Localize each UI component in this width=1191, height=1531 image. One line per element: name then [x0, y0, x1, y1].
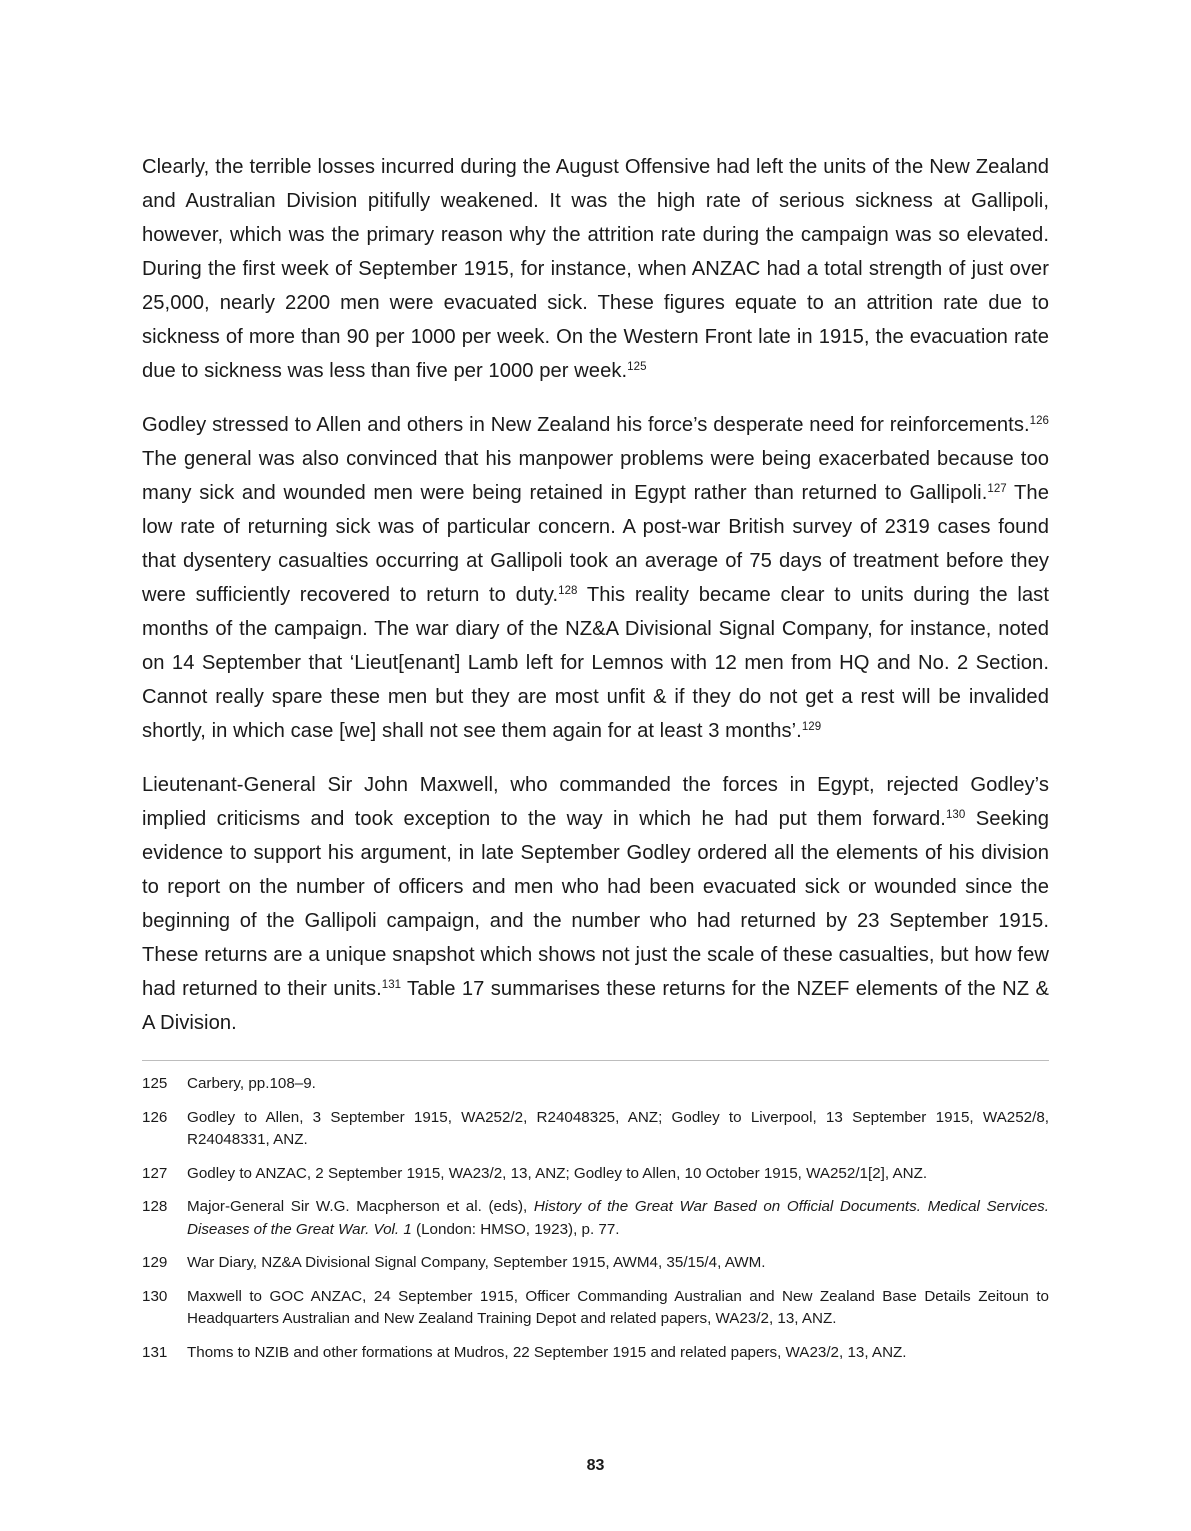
footnote-ref-129[interactable]: 129 [801, 721, 822, 733]
footnote-ref-125[interactable]: 125 [627, 361, 647, 373]
paragraph-2-text-part-4: This reality became clear to units during the last months of the campaign. The war diary of the NZ&A Divisional Signal Company, for instance, noted on 14 September that ‘Lieut[enant] Lamb left for Lemnos with 12 men from HQ and No. 2 Section. Cannot really spare these men but they are most unfit & if they do not get a rest will be invalided shortly, in which case [we] shall not see them again for at least 3 months’. [142, 584, 1049, 742]
paragraph-3-text-part-3: Table 17 summarises these returns for the NZEF elements of the NZ & A Division. [142, 978, 1049, 1034]
paragraph-3-text-part-1: Lieutenant-General Sir John Maxwell, who commanded the forces in Egypt, rejected Godley’s implied criticisms and took exception to the way in which he had put them forward. [142, 774, 1049, 830]
footnote-number: 125 [142, 1075, 168, 1092]
paragraph-2-text-part-1: Godley stressed to Allen and others in New Zealand his force’s desperate need for reinforcements. [142, 414, 1030, 436]
footnote-number: 131 [142, 1343, 168, 1361]
footnotes [142, 1073, 1049, 1364]
paragraph-2-text-part-2: The general was also convinced that his manpower problems were being exacerbated because too many sick and wounded men were being retained in Egypt rather than returned to Gallipoli. [142, 448, 1049, 504]
page-body [142, 150, 1049, 1375]
paragraph-2 [142, 408, 1049, 748]
footnote-text: Carbery, pp.108–9. [187, 1075, 316, 1092]
footnote-128 [142, 1196, 1049, 1241]
footnote-text: Godley to ANZAC, 2 September 1915, WA23/2, 13, ANZ; Godley to Allen, 10 October 1915, WA252/1[2], ANZ. [187, 1164, 928, 1182]
footnote-divider [142, 1060, 1049, 1061]
footnote-number: 129 [142, 1254, 168, 1271]
paragraph-1 [142, 150, 1049, 388]
footnote-text: War Diary, NZ&A Divisional Signal Company, September 1915, AWM4, 35/15/4, AWM. [187, 1254, 766, 1271]
footnote-number: 130 [142, 1287, 168, 1305]
footnote-125 [142, 1073, 1049, 1096]
footnote-book-title: History of the Great War Based on Official Documents. Medical Services. Diseases of the Great War. Vol. 1 [187, 1198, 1049, 1238]
paragraph-2-text-part-3: The low rate of returning sick was of particular concern. A post-war British survey of 2319 cases found that dysentery casualties occurring at Gallipoli took an average of 75 days of treatment before they were sufficiently recovered to return to duty. [142, 482, 1049, 606]
footnote-ref-131[interactable]: 131 [381, 979, 402, 991]
footnote-ref-126[interactable]: 126 [1029, 415, 1049, 427]
footnote-130 [142, 1286, 1049, 1331]
page-number: 83 [586, 1457, 605, 1474]
footnote-number: 126 [142, 1108, 168, 1126]
paragraph-1-text: Clearly, the terrible losses incurred during the August Offensive had left the units of the New Zealand and Australian Division pitifully weakened. It was the high rate of serious sickness at Gallipoli, however, which was the primary reason why the attrition rate during the campaign was so elevated. During the first week of September 1915, for instance, when ANZAC had a total strength of just over 25,000, nearly 2200 men were evacuated sick. These figures equate to an attrition rate due to sickness of more than 90 per 1000 per week. On the Western Front late in 1915, the evacuation rate due to sickness was less than five per 1000 per week. [142, 156, 1049, 382]
footnote-number: 128 [142, 1198, 168, 1215]
footnote-129 [142, 1252, 1049, 1275]
footnote-127 [142, 1163, 1049, 1186]
footnote-number: 127 [142, 1164, 168, 1182]
footnote-ref-130[interactable]: 130 [945, 809, 966, 821]
footnote-text-pre: Major-General Sir W.G. Macpherson et al. (eds), [187, 1198, 534, 1215]
footnote-text [187, 1196, 1049, 1241]
footnote-126 [142, 1107, 1049, 1152]
footnote-text: Godley to Allen, 3 September 1915, WA252/2, R24048325, ANZ; Godley to Liverpool, 13 September 1915, WA252/8, R24048331, ANZ. [187, 1108, 1049, 1148]
footnote-ref-127[interactable]: 127 [987, 483, 1007, 495]
footnote-text-post: (London: HMSO, 1923), p. 77. [411, 1220, 620, 1238]
footnote-text: Thoms to NZIB and other formations at Mudros, 22 September 1915 and related papers, WA23/2, 13, ANZ. [187, 1343, 907, 1361]
footnote-ref-128[interactable]: 128 [558, 585, 578, 597]
footnote-131 [142, 1342, 1049, 1365]
paragraph-3-text-part-2: Seeking evidence to support his argument, in late September Godley ordered all the elements of his division to report on the number of officers and men who had been evacuated sick or wounded since the beginning of the Gallipoli campaign, and the number who had returned by 23 September 1915. These returns are a unique snapshot which shows not just the scale of these casualties, but how few had returned to their units. [142, 808, 1050, 1000]
paragraph-3 [142, 768, 1049, 1040]
footnote-text: Maxwell to GOC ANZAC, 24 September 1915, Officer Commanding Australian and New Zealand Base Details Zeitoun to Headquarters Australian and New Zealand Training Depot and related papers, WA23/2, 13, ANZ. [187, 1287, 1049, 1327]
